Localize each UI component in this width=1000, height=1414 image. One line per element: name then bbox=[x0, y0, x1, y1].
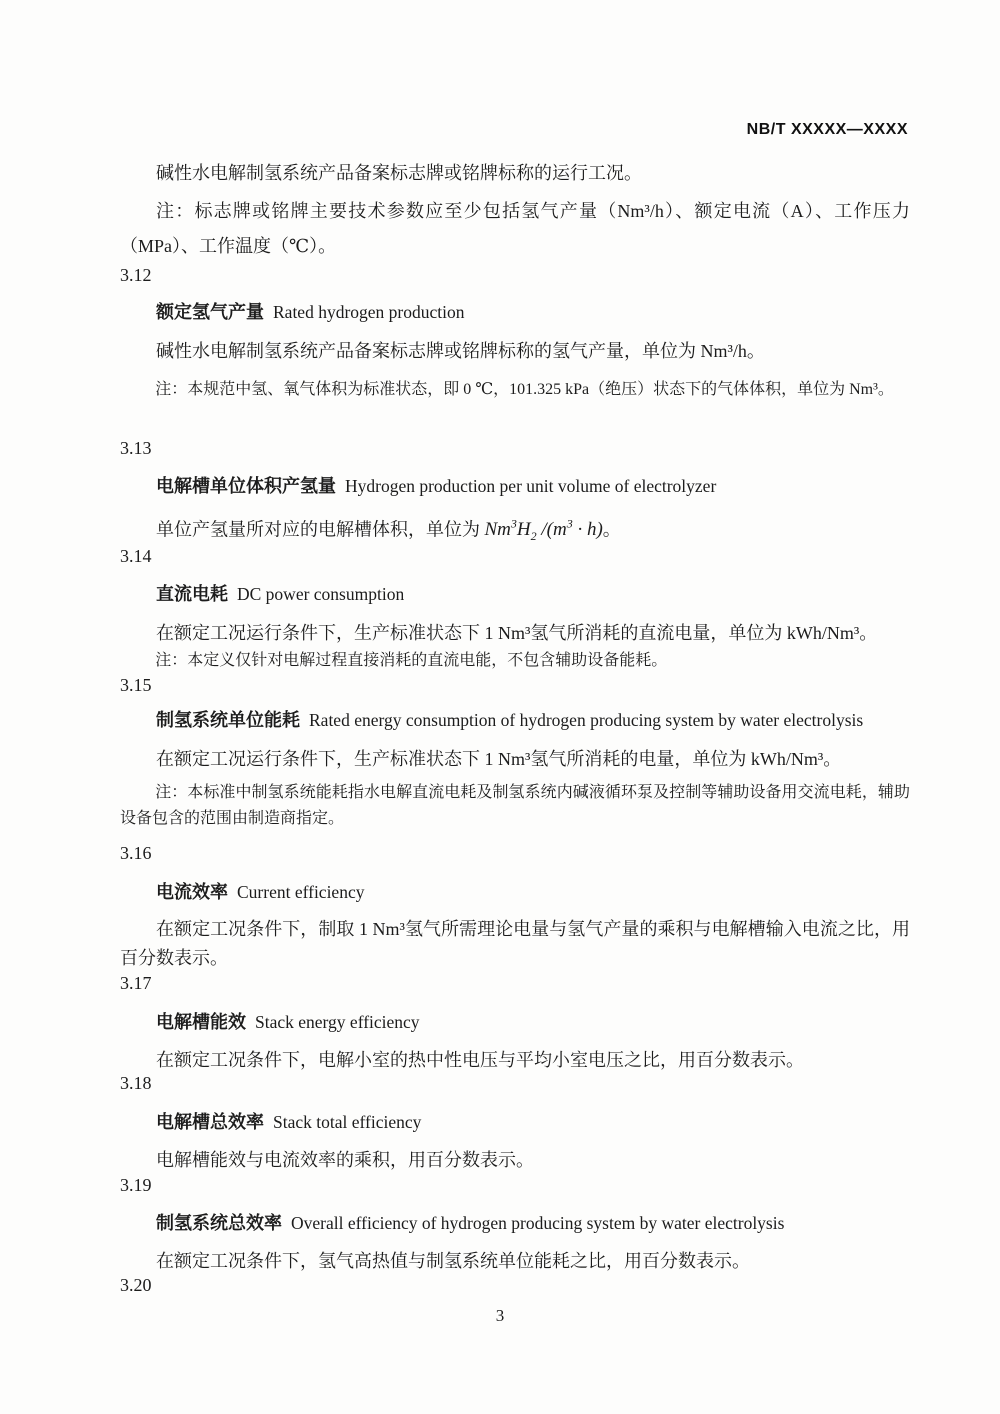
section-number-3-16: 3.16 bbox=[120, 843, 152, 863]
term-en-3-12: Rated hydrogen production bbox=[273, 302, 465, 322]
term-en-3-17: Stack energy efficiency bbox=[255, 1012, 420, 1032]
definition-3-15: 在额定工况运行条件下，生产标准状态下 1 Nm³氢气所消耗的电量，单位为 kWh/Nm³。 bbox=[156, 749, 842, 769]
intro-paragraph: 碱性水电解制氢系统产品备案标志牌或铭牌标称的运行工况。 bbox=[156, 163, 642, 183]
term-heading-3-14 bbox=[120, 582, 910, 606]
term-zh-3-13: 电解槽单位体积产氢量 bbox=[156, 476, 336, 496]
term-zh-3-16: 电流效率 bbox=[156, 882, 228, 902]
section-number-3-13: 3.13 bbox=[120, 438, 152, 458]
term-en-3-19: Overall efficiency of hydrogen producing system by water electrolysis bbox=[291, 1213, 785, 1233]
term-zh-3-12: 额定氢气产量 bbox=[156, 302, 264, 322]
section-number-3-14: 3.14 bbox=[120, 546, 152, 566]
note-3-14: 注：本定义仅针对电解过程直接消耗的直流电能，不包含辅助设备能耗。 bbox=[155, 652, 668, 669]
term-heading-3-18 bbox=[120, 1110, 910, 1134]
term-en-3-13: Hydrogen production per unit volume of electrolyzer bbox=[345, 476, 717, 496]
term-en-3-16: Current efficiency bbox=[237, 882, 365, 902]
term-heading-3-17 bbox=[120, 1010, 910, 1034]
term-zh-3-18: 电解槽总效率 bbox=[156, 1112, 264, 1132]
term-zh-3-17: 电解槽能效 bbox=[156, 1012, 246, 1032]
note-3-12: 注：本规范中氢、氧气体积为标准状态，即 0 ℃，101.325 kPa（绝压）状态下的气体体积，单位为 Nm³。 bbox=[155, 381, 894, 398]
intro-note: 注：标志牌或铭牌主要技术参数应至少包括氢气产量（Nm³/h）、额定电流（A）、工作压力（MPa）、工作温度（℃）。 bbox=[120, 201, 910, 256]
definition-3-16: 在额定工况条件下，制取 1 Nm³氢气所需理论电量与氢气产量的乘积与电解槽输入电流之比，用百分数表示。 bbox=[120, 919, 910, 968]
unit-formula: $Nm^3H_2$ $/(m^3 \cdot h)$ bbox=[484, 517, 603, 544]
section-number-3-19: 3.19 bbox=[120, 1175, 152, 1195]
section-number-3-20: 3.20 bbox=[120, 1275, 152, 1295]
definition-3-13-suffix: 。 bbox=[602, 519, 621, 540]
section-number-3-17: 3.17 bbox=[120, 973, 152, 993]
page-number: 3 bbox=[495, 1306, 505, 1325]
section-number-3-18: 3.18 bbox=[120, 1073, 152, 1093]
definition-3-17: 在额定工况条件下，电解小室的热中性电压与平均小室电压之比，用百分数表示。 bbox=[156, 1050, 804, 1070]
section-number-3-15: 3.15 bbox=[120, 675, 152, 695]
term-heading-3-12 bbox=[120, 300, 910, 324]
term-heading-3-19 bbox=[120, 1211, 910, 1235]
definition-3-18: 电解槽能效与电流效率的乘积，用百分数表示。 bbox=[156, 1150, 534, 1170]
term-heading-3-13 bbox=[120, 474, 910, 498]
term-en-3-14: DC power consumption bbox=[237, 584, 405, 604]
definition-3-13-prefix: 单位产氢量所对应的电解槽体积，单位为 bbox=[156, 519, 485, 540]
term-zh-3-15: 制氢系统单位能耗 bbox=[156, 710, 300, 730]
term-zh-3-14: 直流电耗 bbox=[156, 584, 228, 604]
definition-3-12: 碱性水电解制氢系统产品备案标志牌或铭牌标称的氢气产量，单位为 Nm³/h。 bbox=[156, 341, 765, 361]
definition-3-19: 在额定工况条件下，氢气高热值与制氢系统单位能耗之比，用百分数表示。 bbox=[156, 1251, 750, 1271]
term-en-3-15: Rated energy consumption of hydrogen producing system by water electrolysis bbox=[309, 710, 864, 730]
section-number-3-12: 3.12 bbox=[120, 265, 152, 285]
note-3-15: 注：本标准中制氢系统能耗指水电解直流电耗及制氢系统内碱液循环泵及控制等辅助设备用交流电耗，辅助设备包含的范围由制造商指定。 bbox=[120, 784, 910, 827]
term-heading-3-15 bbox=[120, 708, 910, 732]
term-en-3-18: Stack total efficiency bbox=[273, 1112, 422, 1132]
term-zh-3-19: 制氢系统总效率 bbox=[156, 1213, 282, 1233]
definition-3-14: 在额定工况运行条件下，生产标准状态下 1 Nm³氢气所消耗的直流电量，单位为 kWh/Nm³。 bbox=[156, 623, 878, 643]
standard-number-header: NB/T XXXXX—XXXX bbox=[746, 121, 908, 138]
term-heading-3-16 bbox=[120, 880, 910, 904]
